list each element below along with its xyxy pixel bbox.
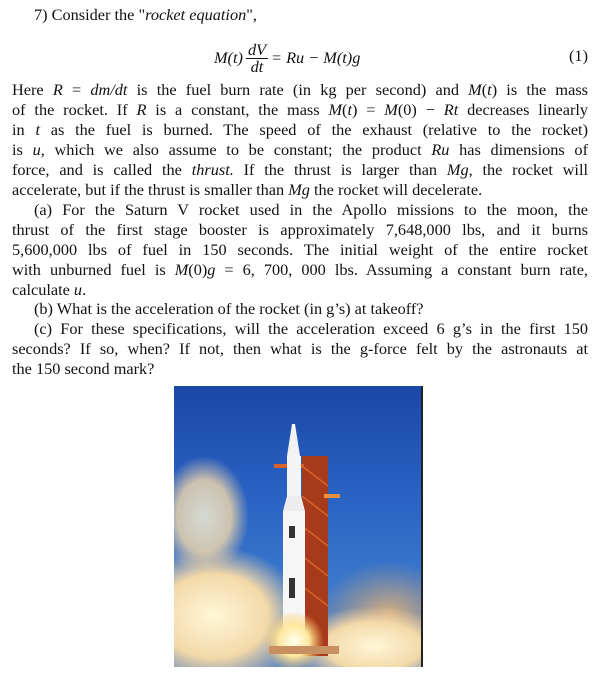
math-text: t xyxy=(35,120,40,139)
body-text: (a) For the Saturn V rocket used in the Apollo missions to the moon, the xyxy=(34,200,588,219)
body-text: is xyxy=(12,140,33,159)
body-text: (b) What is the acceleration of the rocket (in g’s) at takeoff? xyxy=(34,299,424,318)
text-line xyxy=(12,319,588,339)
text-line xyxy=(12,240,588,260)
fraction-denominator: dt xyxy=(250,56,264,76)
body-text: (c) For these specifications, will the acceleration exceed 6 g’s in the first 150 xyxy=(34,319,588,338)
text-line xyxy=(12,299,588,319)
body-text: thrust of the first stage booster is approximately 7,648,000 lbs, and it burns xyxy=(12,220,588,239)
body-text: with unburned fuel is xyxy=(12,260,175,279)
body-text: accelerate, but if the thrust is smaller than xyxy=(12,180,289,199)
math-text: M xyxy=(174,260,189,279)
body-text: calculate xyxy=(12,280,74,299)
body-text: (0) − xyxy=(397,100,444,119)
body-text: ( xyxy=(342,100,348,119)
body-text: as the fuel is burned. The speed of the exhaust (relative to the rocket) xyxy=(39,120,588,139)
math-text: R xyxy=(52,80,63,99)
body-text: the rocket will decelerate. xyxy=(309,180,483,199)
derivative-fraction xyxy=(246,39,268,76)
text-line xyxy=(12,359,588,379)
body-text: of the rocket. If xyxy=(12,100,137,119)
text-line xyxy=(12,120,588,140)
equation-lhs: M(t) xyxy=(214,48,243,67)
body-text: ) = xyxy=(351,100,385,119)
text-line xyxy=(12,80,588,100)
math-text: Ru xyxy=(431,140,450,159)
body-text: If the thrust is larger than xyxy=(233,160,447,179)
title-italic: rocket equation xyxy=(145,5,247,24)
math-text: Rt xyxy=(443,100,459,119)
math-text: thrust. xyxy=(191,160,234,179)
body-text: ( xyxy=(481,80,488,99)
body-text: , which we also assume to be constant; the product xyxy=(40,140,432,159)
math-text: R xyxy=(136,100,147,119)
body-text: force, and is called the xyxy=(12,160,192,179)
text-line xyxy=(12,200,588,220)
text-line xyxy=(12,140,588,160)
math-text: dm/dt xyxy=(90,80,128,99)
title-text: 7) Consider the " xyxy=(34,5,146,24)
body-text: in xyxy=(12,120,36,139)
text-line xyxy=(12,260,588,280)
rocket-equation xyxy=(214,36,360,80)
body-text: Here xyxy=(12,80,53,99)
saturn-v-launch-photo xyxy=(174,386,423,667)
math-text: M xyxy=(328,100,343,119)
body-text: 5,600,000 lbs of fuel in 150 seconds. The initial weight of the entire rocket xyxy=(12,240,588,259)
math-text: Mg xyxy=(288,180,310,199)
math-text: M xyxy=(384,100,398,119)
math-text: u xyxy=(32,140,41,159)
body-text: , the rocket will xyxy=(468,160,589,179)
body-text: = xyxy=(62,80,91,99)
equation-rhs: = Ru − M(t)g xyxy=(271,48,361,67)
body-text: = 6, 700, 000 lbs. Assuming a constant burn rate, xyxy=(215,260,588,279)
math-text: t xyxy=(347,100,352,119)
math-text: t xyxy=(487,80,492,99)
fraction-numerator: dV xyxy=(247,39,267,59)
text-line xyxy=(12,339,588,359)
body-text: is a constant, the mass xyxy=(146,100,329,119)
equation-number: (1) xyxy=(569,46,588,65)
math-text: u xyxy=(73,280,83,299)
math-text: M xyxy=(468,80,482,99)
text-line xyxy=(12,160,588,180)
math-text: Mg xyxy=(446,160,469,179)
title-suffix: ", xyxy=(246,5,257,24)
body-text: . xyxy=(82,280,87,299)
body-text: (0) xyxy=(188,260,208,279)
body-text: has dimensions of xyxy=(449,140,588,159)
body-text: the 150 second mark? xyxy=(12,359,155,378)
text-line xyxy=(12,100,588,120)
text-line xyxy=(12,180,588,200)
body-text: seconds? If so, when? If not, then what is the g-force felt by the astronauts at xyxy=(12,339,588,358)
math-text: g xyxy=(207,260,216,279)
text-line xyxy=(12,220,588,240)
body-text: is the fuel burn rate (in kg per second) and xyxy=(127,80,469,99)
problem-title xyxy=(34,5,257,25)
body-text: decreases linearly xyxy=(458,100,589,119)
text-line xyxy=(12,280,588,300)
body-text: ) is the mass xyxy=(491,80,588,99)
